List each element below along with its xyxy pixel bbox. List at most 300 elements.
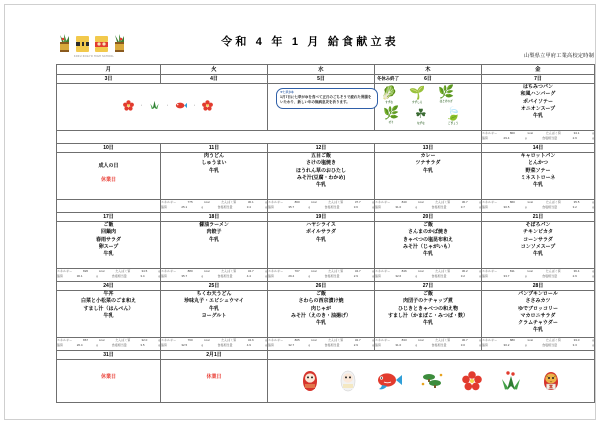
nutrition-energy-unit: kcal <box>311 200 317 204</box>
nutrition-protein-label: たんぱく質 <box>435 200 451 204</box>
nutrition-fat-label: 脂質 <box>375 274 382 278</box>
menu-item: 肉団子のケチャップ煮 <box>403 298 453 305</box>
menu-item: ご飯 <box>103 222 114 228</box>
menu-item: 牛乳 <box>422 251 433 258</box>
nutrition-salt-label: 食塩相当量 <box>324 274 340 278</box>
nutrition-line-2 <box>57 343 160 348</box>
week2-menu-row <box>57 153 595 200</box>
nutrition-energy-value: 880 <box>187 269 193 273</box>
nutrition-fat-value: 29.4 <box>503 136 510 140</box>
nutrition-salt-value: 2.9 <box>572 274 577 278</box>
holiday-label: 休業日 <box>100 177 116 184</box>
week1-decoration-cell <box>57 84 268 131</box>
nutrition-fat-label: 脂質 <box>482 343 489 347</box>
nutrition-energy-label: エネルギー <box>482 200 498 204</box>
weekday-thu: 木 <box>375 65 482 75</box>
menu-item: 肉うどん <box>203 153 224 159</box>
nutrition-empty <box>57 131 482 144</box>
nutrition-cell-11 <box>161 200 268 213</box>
nutrition-salt-value: 3.5 <box>140 343 145 347</box>
date-cell-12: 12日 <box>268 144 375 153</box>
plum-blossom-icon <box>123 100 134 111</box>
nutrition-gram: g <box>308 343 311 347</box>
nutrition-line-2 <box>57 274 160 279</box>
nutrition-energy-value: 846 <box>401 269 407 273</box>
menu-item: しゅうまい <box>201 160 227 167</box>
date-cell-27: 27日 <box>375 282 482 291</box>
nutrition-protein-value: 36.4 <box>573 269 580 273</box>
nutrition-energy-value: 707 <box>294 269 300 273</box>
nutrition-protein-label: たんぱく質 <box>328 338 344 342</box>
nutrition-salt-label: 食塩相当量 <box>542 274 558 278</box>
menu-cell-31 <box>57 360 161 403</box>
nutrition-protein-value: 34.7 <box>354 269 361 273</box>
nutrition-salt-value: 3.2 <box>460 274 465 278</box>
menu-cell-feb1 <box>161 360 268 403</box>
nutrition-cell-26 <box>268 338 375 351</box>
nutrition-gram: g <box>201 205 204 209</box>
nutrition-gram: g <box>372 338 374 342</box>
nutrition-energy-value: 860 <box>294 200 300 204</box>
nutrition-energy-label: エネルギー <box>161 269 177 273</box>
nutrition-salt-value: 3.4 <box>246 205 251 209</box>
nutrition-fat-value: 32.6 <box>395 274 402 278</box>
dot-sep-3: • <box>194 102 196 107</box>
menu-cell-18 <box>161 222 268 269</box>
nutrition-energy-label: エネルギー <box>482 131 498 135</box>
menu-item: 牛乳 <box>315 182 326 189</box>
nutrition-fat-value: 32.5 <box>181 343 188 347</box>
nutrition-energy-value: 775 <box>187 200 193 204</box>
herb-suzushiro <box>409 86 425 106</box>
week2-nutrition-row <box>57 200 595 213</box>
nutrition-energy-unit: kcal <box>204 269 210 273</box>
nutrition-energy-label: エネルギー <box>268 269 284 273</box>
nutrition-protein-label: たんぱく質 <box>435 269 451 273</box>
nutrition-salt-value: 4.9 <box>246 343 251 347</box>
nutrition-line-2 <box>375 274 481 279</box>
nutrition-fat-label: 脂質 <box>57 343 64 347</box>
nutrition-gram: g <box>479 269 481 273</box>
herb-label-nazuna: なずな <box>416 122 425 125</box>
menu-item: 牛乳 <box>208 305 219 312</box>
nutrition-line-2 <box>375 205 481 210</box>
date-cell-10: 10日 <box>57 144 161 153</box>
winter-break-end-note: 冬休み終了 <box>377 76 399 81</box>
svg-text:富: 富 <box>549 384 553 390</box>
nutrition-energy-unit: kcal <box>311 269 317 273</box>
nutrition-energy-unit: kcal <box>418 200 424 204</box>
menu-cell-28 <box>482 291 595 338</box>
nutrition-fat-label: 脂質 <box>57 274 64 278</box>
menu-item: 肉餃子 <box>206 229 222 236</box>
weekday-tue: 火 <box>161 65 268 75</box>
nutrition-protein-label: たんぱく質 <box>115 338 131 342</box>
sea-bream-icon <box>376 371 402 391</box>
menu-item: 五目ご飯 <box>310 153 331 159</box>
nutrition-energy-label: エネルギー <box>57 269 73 273</box>
nutrition-line-2 <box>482 205 594 210</box>
menu-item: 牛乳 <box>208 236 219 243</box>
menu-item: カレー <box>420 153 436 159</box>
nutrition-cell-18 <box>161 269 268 282</box>
date-label-6: 6日 <box>424 76 432 82</box>
nutrition-fat-value: 30.2 <box>503 343 510 347</box>
nutrition-energy-label: エネルギー <box>375 269 391 273</box>
date-cell-7: 7日 <box>482 75 595 84</box>
nutrition-energy-unit: kcal <box>99 269 105 273</box>
tiger-daruma-icon <box>540 370 562 392</box>
herb-label-suzuna: すずな <box>385 101 393 104</box>
herb-seri <box>383 106 399 126</box>
nutrition-salt-value: 3.2 <box>572 205 577 209</box>
herb-gogyou <box>445 107 461 127</box>
menu-item: 牛乳 <box>315 236 326 243</box>
nutrition-line-2 <box>161 343 267 348</box>
holiday-label: 休業日 <box>206 374 222 380</box>
nutrition-energy-value: 867 <box>83 338 89 342</box>
date-cell-5: 5日 <box>268 75 375 84</box>
nutrition-energy-value: 833 <box>401 338 407 342</box>
nutrition-gram: g <box>158 274 160 278</box>
nutrition-gram: g <box>415 274 418 278</box>
school-name: 山梨県立甲府工業高校定時制 <box>523 53 594 59</box>
nutrition-energy-unit: kcal <box>204 338 210 342</box>
nutrition-cell-17 <box>57 269 161 282</box>
herb-icon-nazuna: ☘ <box>415 106 427 121</box>
nutrition-line-2 <box>482 343 594 348</box>
nutrition-protein-value: 30.2 <box>461 269 468 273</box>
week2-date-row <box>57 144 595 153</box>
menu-item: 回鍋肉 <box>100 229 116 236</box>
menu-item: みそ汁（えのき・油揚げ） <box>290 312 351 319</box>
pine-icon <box>420 371 444 391</box>
nutrition-gram: g <box>265 338 267 342</box>
menu-cell-24 <box>57 291 161 338</box>
nutrition-gram: g <box>372 274 374 278</box>
seven-herbs-illustration <box>375 84 481 130</box>
week4-menu-row <box>57 291 595 338</box>
date-cell-13: 13日 <box>375 144 482 153</box>
menu-cell-25 <box>161 291 268 338</box>
nutrition-protein-label: たんぱく質 <box>328 200 344 204</box>
menu-item: 牛乳 <box>103 312 114 319</box>
herb-nazuna <box>415 107 427 127</box>
nutrition-energy-label: エネルギー <box>375 200 391 204</box>
nutrition-salt-label: 食塩相当量 <box>542 136 558 140</box>
menu-item: さけの塩焼き <box>305 160 336 167</box>
nutrition-salt-value: 3.3 <box>572 343 577 347</box>
nutrition-salt-value: 2.9 <box>353 343 358 347</box>
nutrition-gram: g <box>372 269 374 273</box>
nutrition-protein-label: たんぱく質 <box>545 200 561 204</box>
page-header <box>0 0 600 62</box>
nutrition-line-2 <box>482 274 594 279</box>
menu-cell-12 <box>268 153 375 200</box>
menu-item: 春雨サラダ <box>96 236 121 243</box>
menu-item: 牛乳 <box>103 251 114 258</box>
nutrition-cell-12 <box>268 200 375 213</box>
menu-item: マカロニサラダ <box>520 312 556 319</box>
nutrition-line-2 <box>268 205 374 210</box>
nutrition-protein-value: 34.6 <box>247 338 254 342</box>
nutrition-protein-value: 30.7 <box>461 338 468 342</box>
nutrition-salt-label: 食塩相当量 <box>324 205 340 209</box>
new-year-decoration-strip <box>268 360 594 402</box>
menu-item: コーンサラダ <box>523 236 553 243</box>
nutrition-protein-value: 34.1 <box>573 131 580 135</box>
nutrition-gram: g <box>592 200 594 204</box>
nutrition-fat-label: 脂質 <box>161 205 168 209</box>
nutrition-cell-27 <box>375 338 482 351</box>
menu-item: 珍味丸子・エビシュウマイ <box>184 298 244 305</box>
nutrition-gram: g <box>265 205 267 209</box>
nutrition-gram: g <box>96 274 98 278</box>
menu-item: 牛乳 <box>532 182 543 189</box>
menu-item: 白菜と小松菜のごま和え <box>80 298 136 305</box>
nutrition-gram: g <box>415 343 418 347</box>
menu-item: すまし汁（はんぺん） <box>83 305 134 312</box>
menu-item: きゃべつの塩昆布和え <box>402 236 453 243</box>
nutrition-gram: g <box>372 200 374 204</box>
nanakusa-callout-body: 1月7日に七草がゆを食べて正月のごちそうで疲れた胃腸をいたわり、新しい年の無病息災を祈ります。 <box>280 94 372 104</box>
menu-item: さんまのかば焼き <box>407 229 448 236</box>
date-cell-17: 17日 <box>57 213 161 222</box>
nutrition-salt-value: 3.0 <box>460 343 465 347</box>
nutrition-cell-19 <box>268 269 375 282</box>
dot-sep-2: • <box>166 102 169 107</box>
nutrition-gram: g <box>158 269 160 273</box>
nutrition-fat-value: 29.4 <box>288 274 295 278</box>
menu-item: ひじきときゃべつの和え物 <box>397 305 458 312</box>
date-cell-feb1: 2月1日 <box>161 351 268 360</box>
dot-sep-1: • <box>140 102 142 107</box>
nutrition-gram: g <box>592 131 594 135</box>
nutrition-energy-unit: kcal <box>418 338 424 342</box>
menu-item: ちくわ天うどん <box>196 291 232 297</box>
nutrition-energy-label: エネルギー <box>482 269 498 273</box>
nutrition-cell-10 <box>57 200 161 213</box>
date-cell-31: 31日 <box>57 351 161 360</box>
nutrition-line-2 <box>375 343 481 348</box>
nutrition-gram: g <box>372 205 374 209</box>
holiday-label: 休業日 <box>100 374 116 380</box>
nutrition-salt-label: 食塩相当量 <box>431 343 447 347</box>
date-cell-21: 21日 <box>482 213 595 222</box>
nutrition-gram: g <box>308 274 311 278</box>
herb-icon-seri: 🌿 <box>383 105 400 120</box>
week1-menu-row <box>57 84 595 131</box>
weekday-wed: 水 <box>268 65 375 75</box>
logo-caption: KOFU KOGYO HIGH SCHOOL <box>73 55 115 58</box>
nutrition-fat-label: 脂質 <box>268 343 275 347</box>
nutrition-gram: g <box>479 200 481 204</box>
nutrition-salt-label: 食塩相当量 <box>431 274 447 278</box>
nutrition-gram: g <box>479 338 481 342</box>
nutrition-protein-value: 33.0 <box>573 338 580 342</box>
herb-icon-hotokenoza: 🌿 <box>438 84 455 99</box>
nutrition-energy-unit: kcal <box>527 200 533 204</box>
nutrition-cell-24 <box>57 338 161 351</box>
herb-icon-gogyou: 🍃 <box>445 106 462 121</box>
menu-item: パンプキンロール <box>518 291 558 297</box>
nutrition-gram: g <box>524 343 527 347</box>
date-cell-empty <box>268 351 595 360</box>
nutrition-gram: g <box>158 343 160 347</box>
nutrition-protein-value: 30.7 <box>461 200 468 204</box>
nutrition-gram: g <box>592 274 594 278</box>
nutrition-energy-value: 860 <box>509 200 515 204</box>
menu-item: とんかつ <box>527 160 548 167</box>
date-cell-3: 3日 <box>57 75 161 84</box>
nutrition-salt-label: 食塩相当量 <box>542 205 558 209</box>
menu-item: 牛乳 <box>208 167 219 174</box>
nanakusa-callout-title: ※七草がゆ <box>280 90 294 94</box>
nutrition-energy-value: 811 <box>509 269 515 273</box>
date-cell-26: 26日 <box>268 282 375 291</box>
menu-item: ほうれん草のおひたし <box>295 167 346 174</box>
nutrition-gram: g <box>479 205 481 209</box>
nutrition-protein-value: 32.7 <box>354 338 361 342</box>
nutrition-gram: g <box>592 269 594 273</box>
herb-icon-suzushiro: 🌱 <box>409 85 426 100</box>
nutrition-energy-label: エネルギー <box>57 338 73 342</box>
nutrition-salt-label: 食塩相当量 <box>324 343 340 347</box>
nutrition-fat-label: 脂質 <box>482 205 489 209</box>
menu-item: 牛乳 <box>532 113 543 120</box>
nutrition-salt-value: 3.6 <box>353 205 358 209</box>
nutrition-energy-unit: kcal <box>527 269 533 273</box>
menu-cell-19 <box>268 222 375 269</box>
nutrition-energy-label: エネルギー <box>268 200 284 204</box>
nutrition-energy-unit: kcal <box>311 338 317 342</box>
nutrition-fat-value: 35.7 <box>288 205 295 209</box>
week5-menu-row <box>57 360 595 403</box>
daruma-white-icon <box>338 370 358 392</box>
nutrition-fat-value: 25.1 <box>181 205 188 209</box>
nutrition-protein-label: たんぱく質 <box>328 269 344 273</box>
page-title: 令和 4 年 1 月 給食献立表 <box>221 36 399 48</box>
plum-blossom-icon-2 <box>202 100 213 111</box>
weekday-fri: 金 <box>482 65 595 75</box>
nutrition-salt-value: 3.4 <box>140 274 145 278</box>
bottom-decoration-cell <box>268 360 595 403</box>
week4-date-row <box>57 282 595 291</box>
nutrition-salt-label: 食塩相当量 <box>431 205 447 209</box>
nutrition-salt-label: 食塩相当量 <box>542 343 558 347</box>
nutrition-salt-value: 4.4 <box>246 274 251 278</box>
holiday-name: 成人の日 <box>98 163 119 169</box>
nutrition-energy-label: エネルギー <box>268 338 284 342</box>
menu-item: みそ汁(豆腐・わかめ) <box>296 174 346 181</box>
nutrition-gram: g <box>265 200 267 204</box>
nutrition-gram: g <box>265 274 267 278</box>
menu-item: ご飯 <box>422 291 433 297</box>
nutrition-fat-value: 30.5 <box>503 205 510 209</box>
nutrition-energy-unit: kcal <box>418 269 424 273</box>
nutrition-gram: g <box>524 136 527 140</box>
menu-item: ヨーグルト <box>201 312 227 319</box>
menu-item: ハヤシライス <box>306 222 336 228</box>
plum-blossom-icon <box>462 371 482 391</box>
menu-cell-14 <box>482 153 595 200</box>
nutrition-energy-value: 760 <box>187 338 193 342</box>
menu-item: 肉じゃが <box>310 305 331 312</box>
date-cell-20: 20日 <box>375 213 482 222</box>
nutrition-cell-20 <box>375 269 482 282</box>
nutrition-energy-unit: kcal <box>527 131 533 135</box>
nutrition-fat-value: 30.1 <box>76 274 83 278</box>
nutrition-energy-unit: kcal <box>527 338 533 342</box>
date-cell-24: 24日 <box>57 282 161 291</box>
menu-item: はちみつパン <box>523 84 553 90</box>
nutrition-protein-value: 34.5 <box>141 269 148 273</box>
nutrition-gram: g <box>158 338 160 342</box>
bamboo-icon <box>500 370 522 392</box>
menu-item: ご飯 <box>315 291 326 297</box>
nutrition-fat-value: 33.7 <box>503 274 510 278</box>
nutrition-line-2 <box>482 136 594 141</box>
nutrition-salt-value: 2.9 <box>572 136 577 140</box>
date-cell-14: 14日 <box>482 144 595 153</box>
menu-cell-20 <box>375 222 482 269</box>
nutrition-salt-label: 食塩相当量 <box>111 343 127 347</box>
nutrition-fat-label: 脂質 <box>482 136 489 140</box>
nutrition-gram: g <box>479 343 481 347</box>
nutrition-protein-value: 37.7 <box>354 200 361 204</box>
weekday-mon: 月 <box>57 65 161 75</box>
week5-date-row <box>57 351 595 360</box>
nutrition-gram: g <box>524 205 527 209</box>
nutrition-line-2 <box>161 205 267 210</box>
menu-item: 醤油ラーメン <box>199 222 229 228</box>
nutrition-protein-label: たんぱく質 <box>435 338 451 342</box>
week3-menu-row <box>57 222 595 269</box>
nutrition-gram: g <box>201 343 204 347</box>
sea-bream-icon <box>175 100 187 111</box>
herb-label-suzushiro: すずしろ <box>411 101 423 104</box>
date-cell-18: 18日 <box>161 213 268 222</box>
menu-item: 牛乳 <box>532 327 543 334</box>
herb-icon-suzuna: 🥬 <box>381 85 398 100</box>
menu-item: すまし汁（かまぼこ・みつば・麩） <box>388 312 468 319</box>
nutrition-protein-label: たんぱく質 <box>221 338 237 342</box>
nutrition-gram: g <box>372 343 374 347</box>
menu-item: みそ汁（じゃがいも） <box>402 243 453 250</box>
nutrition-protein-label: たんぱく質 <box>545 338 561 342</box>
menu-cell-7 <box>482 84 595 131</box>
week4-nutrition-row <box>57 338 595 351</box>
herb-hotokenoza <box>438 85 454 105</box>
nutrition-gram: g <box>592 205 594 209</box>
nutrition-fat-value: 26.4 <box>76 343 83 347</box>
nutrition-fat-label: 脂質 <box>375 343 382 347</box>
new-year-flower-strip <box>63 100 273 111</box>
nutrition-protein-label: たんぱく質 <box>221 269 237 273</box>
nutrition-fat-label: 脂質 <box>268 274 275 278</box>
menu-item: そぼろパン <box>525 222 551 228</box>
nutrition-cell-13 <box>375 200 482 213</box>
nutrition-cell-14 <box>482 200 595 213</box>
nutrition-protein-value: 30.1 <box>247 200 254 204</box>
weekday-header-row <box>57 65 595 75</box>
menu-cell-27 <box>375 291 482 338</box>
menu-item: 野菜ソテー <box>525 167 551 174</box>
menu-item: ミネストローネ <box>520 174 556 181</box>
menu-item: ボイルサラダ <box>306 229 336 236</box>
date-cell-6 <box>375 75 482 84</box>
nutrition-fat-value: 31.0 <box>395 205 402 209</box>
